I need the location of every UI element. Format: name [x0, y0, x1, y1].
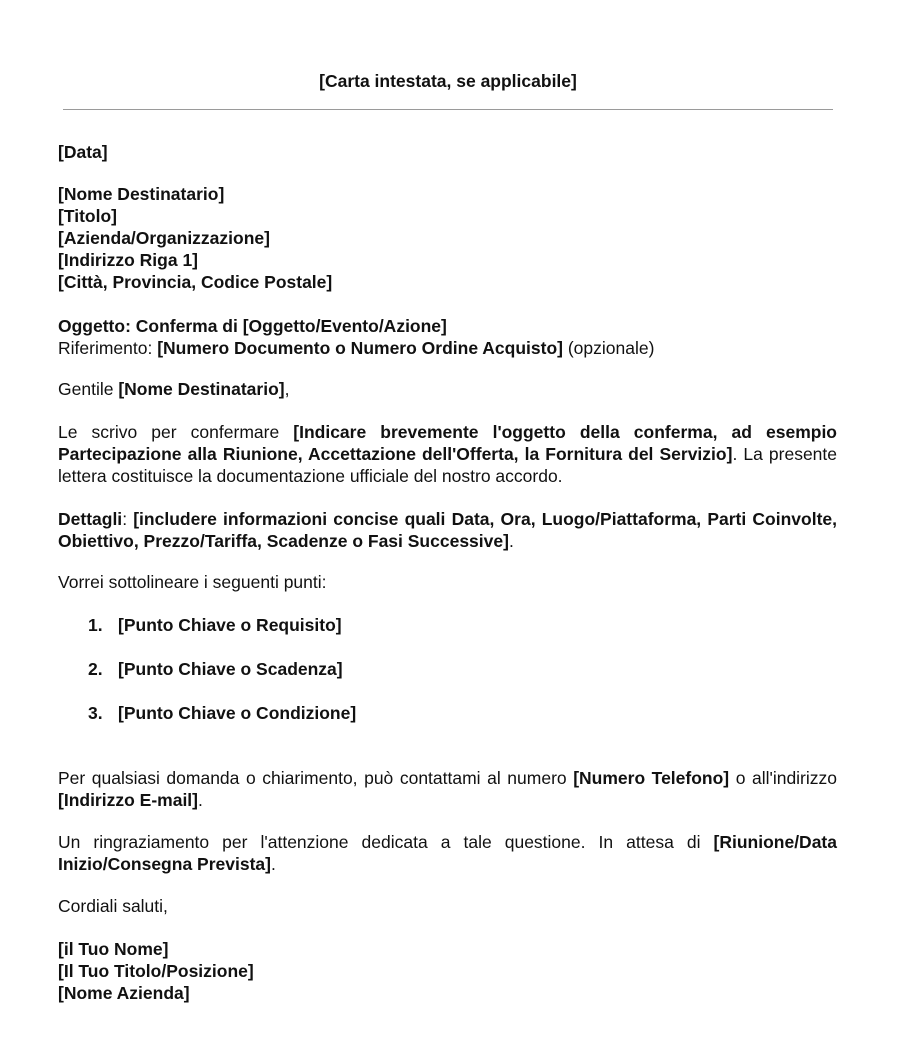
reference-label: Riferimento: — [58, 338, 158, 358]
signature-block — [58, 938, 837, 1004]
confirmation-paragraph — [58, 421, 837, 487]
contact-email: [Indirizzo E-mail] — [58, 790, 198, 810]
list-item — [88, 658, 343, 680]
points-intro: Vorrei sottolineare i seguenti punti: — [58, 572, 327, 592]
details-label: Dettagli — [58, 509, 123, 529]
closing: Cordiali saluti, — [58, 896, 168, 916]
signature-company: [Nome Azienda] — [58, 983, 190, 1003]
para1-prefix: Le scrivo per confermare — [58, 422, 294, 442]
list-item — [88, 702, 356, 724]
para1-suffix: . La presente lettera costituisce la documentazione ufficiale del nostro accordo. — [58, 444, 838, 486]
list-number: 3. — [88, 703, 103, 723]
salutation-suffix: , — [284, 379, 290, 399]
recipient-block — [58, 183, 837, 293]
list-text: [Punto Chiave o Condizione] — [118, 703, 357, 723]
contact-paragraph — [58, 767, 837, 811]
contact-suffix: . — [198, 790, 203, 810]
list-text: [Punto Chiave o Requisito] — [118, 615, 342, 635]
recipient-title: [Titolo] — [58, 206, 117, 226]
reference-suffix: (opzionale) — [562, 338, 655, 358]
salutation-name: [Nome Destinatario] — [118, 379, 285, 399]
recipient-city: [Città, Provincia, Codice Postale] — [58, 272, 333, 292]
subject-line: Oggetto: Conferma di [Oggetto/Evento/Azione] — [58, 316, 447, 336]
letter-date: [Data] — [58, 142, 108, 162]
thanks-prefix: Un ringraziamento per l'attenzione dedicata a tale questione. In attesa di — [58, 832, 714, 852]
reference-value: [Numero Documento o Numero Ordine Acquisto] — [157, 338, 563, 358]
details-content: [includere informazioni concise quali Data, Ora, Luogo/Piattaforma, Parti Coinvolte, Obiettivo, Prezzo/Tariffa, Scadenze o Fasi Successive] — [58, 509, 838, 551]
reference-line — [58, 337, 837, 359]
thanks-date: [Riunione/Data Inizio/Consegna Prevista] — [58, 832, 837, 874]
signature-title: [Il Tuo Titolo/Posizione] — [58, 961, 254, 981]
recipient-address: [Indirizzo Riga 1] — [58, 250, 198, 270]
list-text: [Punto Chiave o Scadenza] — [118, 659, 343, 679]
list-number: 1. — [88, 615, 103, 635]
recipient-name: [Nome Destinatario] — [58, 184, 225, 204]
signature-name: [il Tuo Nome] — [58, 939, 169, 959]
contact-middle: o all'indirizzo — [729, 768, 838, 788]
para1-object: [Indicare brevemente l'oggetto della conferma, ad esempio Partecipazione alla Riunione, Accettazione dell'Offerta, la Fornitura del Servizio] — [58, 422, 837, 464]
list-number: 2. — [88, 659, 103, 679]
salutation-prefix: Gentile — [58, 379, 119, 399]
subject-block — [58, 315, 837, 359]
contact-phone: [Numero Telefono] — [573, 768, 730, 788]
contact-prefix: Per qualsiasi domanda o chiarimento, può contattami al numero — [58, 768, 574, 788]
list-item — [88, 614, 342, 636]
details-colon: : — [122, 509, 134, 529]
thanks-suffix: . — [270, 854, 276, 874]
details-suffix: . — [508, 531, 514, 551]
details-paragraph — [58, 508, 837, 552]
recipient-company: [Azienda/Organizzazione] — [58, 228, 270, 248]
letterhead: [Carta intestata, se applicabile] — [319, 71, 577, 91]
header-divider — [63, 109, 833, 110]
thanks-paragraph — [58, 831, 837, 875]
salutation — [58, 378, 837, 400]
